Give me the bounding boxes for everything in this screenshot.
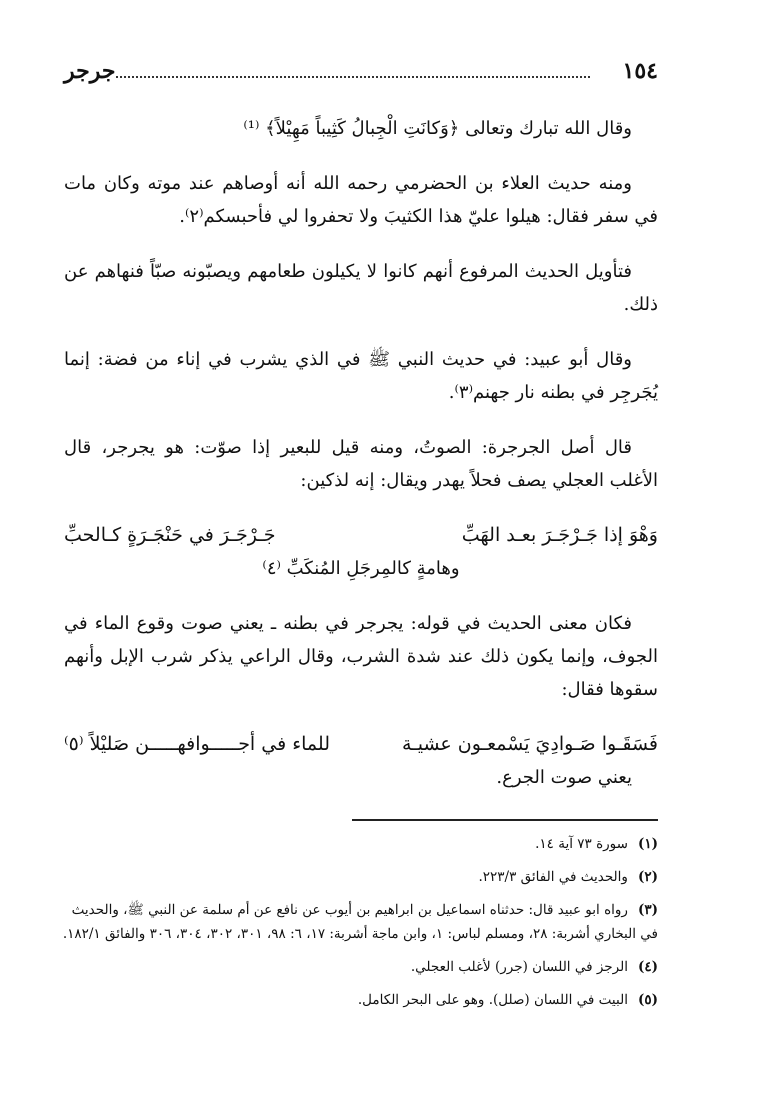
footnote	[60, 955, 658, 979]
verse-hemistich: وَهْوَ إذا جَـرْجَـرَ بعـد الهَبِّ	[461, 524, 658, 546]
verse-line	[64, 728, 658, 761]
footnote	[60, 898, 658, 946]
footnote-number: (٣)	[637, 902, 658, 918]
footnote-text: والحديث في الفائق ٢٢٣/٣.	[478, 869, 628, 885]
paragraph: يعني صوت الجرع.	[496, 767, 632, 788]
paragraph: قال أصل الجرجرة: الصوتُ، ومنه قيل للبعير إذا صوّت: هو يجرجر، قال الأغلب العجلي يصف فحلاً يهدر ويقال: إنه لذكين:	[64, 437, 658, 491]
verse-line	[64, 519, 658, 552]
page-number: ١٥٤	[622, 58, 658, 84]
footnote-separator	[352, 819, 658, 821]
verse-line: وهامةٍ كالمِرجَلِ المُنكَبِّ ⁽٤⁾	[262, 558, 460, 579]
running-title: جرجر	[64, 58, 116, 84]
footnote-number: (٤)	[637, 959, 658, 975]
paragraph: وقال أبو عبيد: في حديث النبي ﷺ في الذي يشرب في إناء من فضة: إنما يُجَرجِر في بطنه نار جهنم⁽٣⁾.	[64, 349, 658, 403]
footnotes	[60, 832, 658, 1021]
footnote-text: الرجز في اللسان (جرر) لأغلب العجلي.	[410, 959, 628, 975]
footnote-number: (٢)	[637, 869, 658, 885]
footnote-number: (١)	[637, 836, 658, 852]
verse-hemistich: فَسَقَـوا صَـوادِيَ يَسْمعـون عشيـة	[401, 733, 658, 755]
paragraph: وقال الله تبارك وتعالى ﴿وَكانَتِ الْجِبالُ كَثِيباً مَهِيْلاً﴾ ⁽¹⁾	[243, 118, 632, 139]
main-text	[64, 112, 658, 794]
footnote-text: رواه ابو عبيد قال: حدثناه اسماعيل بن ابراهيم بن أيوب عن نافع عن أم سلمة عن النبي ﷺ، والحديث في البخاري أشربة: ٢٨، ومسلم لباس: ١، وابن ماجة أشربة: ١٧، ٦: ٩٨، ٣٠١، ٣٠٢، ٣٠٤، ٣٠٦ والفائق ١٨٢/١.	[62, 902, 658, 942]
paragraph: فتأويل الحديث المرفوع أنهم كانوا لا يكيلون طعامهم ويصبّونه صبّاً فنهاهم عن ذلك.	[64, 261, 658, 315]
verse-hemistich: جَـرْجَـرَ في حَنْجَـرَةٍ كـالحبِّ	[64, 524, 276, 546]
paragraph: فكان معنى الحديث في قوله: يجرجر في بطنه ـ يعني صوت وقوع الماء في الجوف، وإنما يكون ذلك عند شدة الشرب، وقال الراعي يذكر شرب الإبل وأنهم سقوها فقال:	[64, 613, 658, 700]
paragraph: ومنه حديث العلاء بن الحضرمي رحمه الله أنه أوصاهم عند موته وكان مات في سفر فقال: هيلوا عليّ هذا الكثيبَ ولا تحفروا لي فأحبسكم⁽٢⁾.	[64, 173, 658, 227]
footnote-text: سورة ٧٣ آية ١٤.	[535, 836, 628, 852]
header-dotted-rule	[116, 76, 590, 78]
footnote	[60, 865, 658, 889]
verse-hemistich: للماء في أجـــــوافهـــــن صَليْلاً ⁽٥⁾	[64, 733, 331, 755]
footnote	[60, 832, 658, 856]
page-header	[64, 58, 658, 88]
footnote-text: البيت في اللسان (صلل). وهو على البحر الكامل.	[357, 992, 628, 1008]
footnote-number: (٥)	[637, 992, 658, 1008]
footnote	[60, 988, 658, 1012]
